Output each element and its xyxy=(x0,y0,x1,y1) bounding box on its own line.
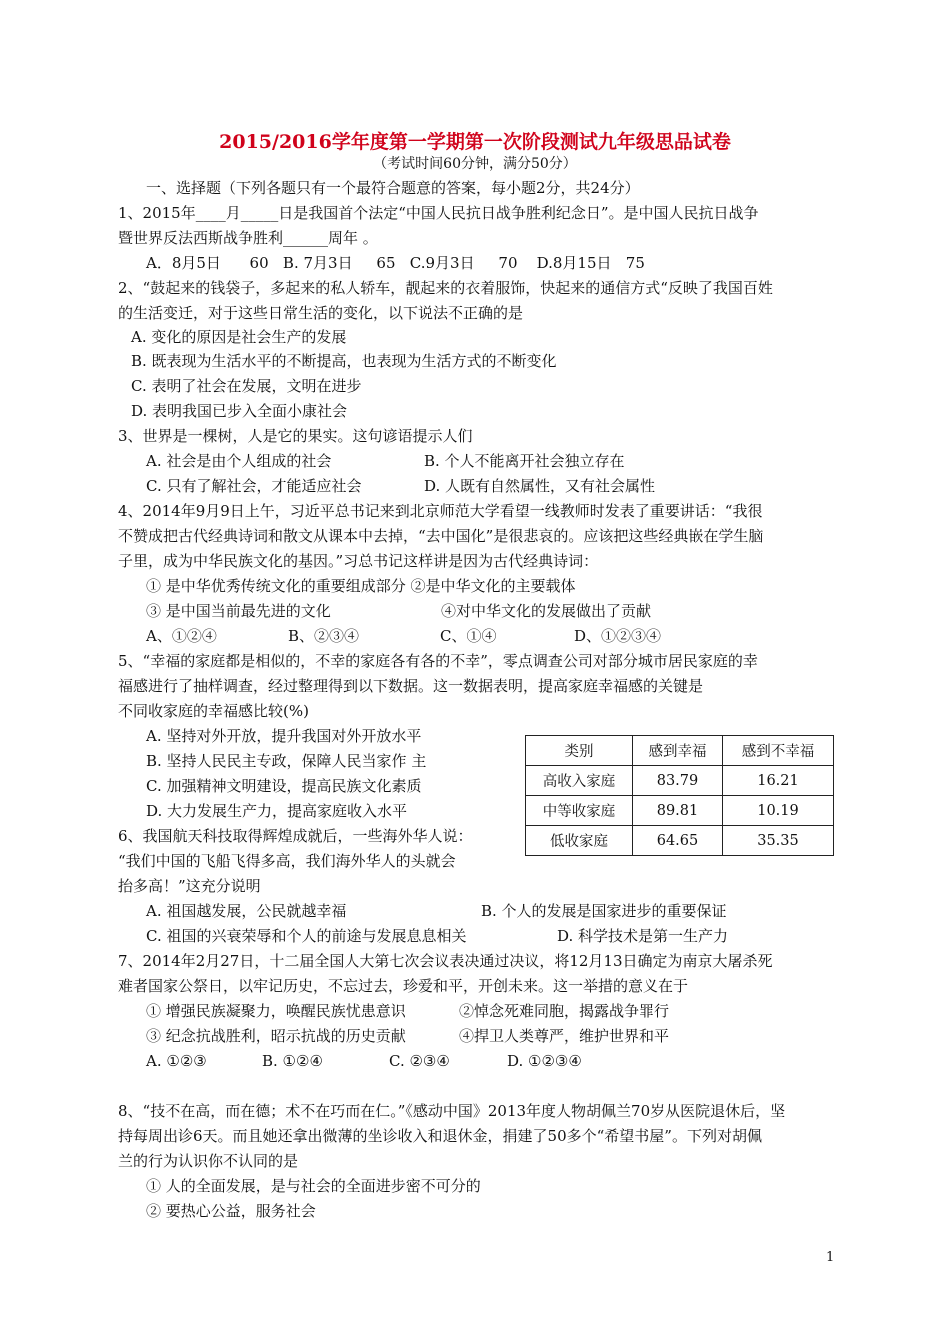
table-cell: 16.21 xyxy=(723,766,834,796)
table-cell: 83.79 xyxy=(633,766,723,796)
q5-option-b: B. 坚持人民民主专政，保障人民当家作 主 xyxy=(146,752,427,770)
q4-line3: 子里，成为中华民族文化的基因。”习总书记这样讲是因为古代经典诗词： xyxy=(118,552,599,570)
q3-option-a: A. 社会是由个人组成的社会 xyxy=(146,452,332,470)
q1-line2: 暨世界反法西斯战争胜利______周年 。 xyxy=(118,229,378,247)
table-header-row xyxy=(526,736,834,766)
q4-statement-3: ③ 是中国当前最先进的文化 xyxy=(146,602,331,620)
table-cell: 低收家庭 xyxy=(526,826,633,856)
q5-option-a: A. 坚持对外开放，提升我国对外开放水平 xyxy=(146,727,422,745)
q6-option-c: C. 祖国的兴衰荣辱和个人的前途与发展息息相关 xyxy=(146,927,467,945)
table-cell: 64.65 xyxy=(633,826,723,856)
q6-line3: 抬多高！”这充分说明 xyxy=(118,877,261,895)
q4-option-d: D、①②③④ xyxy=(574,627,662,645)
table-header: 感到不幸福 xyxy=(723,736,834,766)
table-row xyxy=(526,796,834,826)
q4-statements-1-2: ① 是中华优秀传统文化的重要组成部分 ②是中华文化的主要载体 xyxy=(146,577,576,595)
q5-line2: 福感进行了抽样调查，经过整理得到以下数据。这一数据表明，提高家庭幸福感的关键是 xyxy=(118,677,704,695)
q7-option-c: C. ②③④ xyxy=(389,1052,450,1070)
q7-statement-1: ① 增强民族凝聚力，唤醒民族忧患意识 xyxy=(146,1002,406,1020)
q4-option-c: C、①④ xyxy=(440,627,497,645)
page-number: 1 xyxy=(826,1250,835,1265)
q5-line3: 不同收家庭的幸福感比较(%) xyxy=(118,702,309,720)
q2-line2: 的生活变迁，对于这些日常生活的变化，以下说法不正确的是 xyxy=(118,304,524,322)
q7-option-a: A. ①②③ xyxy=(146,1052,207,1070)
q1-options: A．8月5日 60 B. 7月3日 65 C.9月3日 70 D.8月15日 75 xyxy=(146,254,645,272)
q8-line2: 持每周出诊6天。而且她还拿出微薄的坐诊收入和退休金，捐建了50多个“希望书屋”。下列对胡佩 xyxy=(118,1127,762,1145)
q6-option-d: D. 科学技术是第一生产力 xyxy=(557,927,729,945)
q7-statement-2: ②悼念死难同胞，揭露战争罪行 xyxy=(459,1002,670,1020)
q4-option-b: B、②③④ xyxy=(288,627,360,645)
q5-option-c: C. 加强精神文明建设，提高民族文化素质 xyxy=(146,777,422,795)
table-cell: 89.81 xyxy=(633,796,723,826)
table-cell: 中等收家庭 xyxy=(526,796,633,826)
table-cell: 10.19 xyxy=(723,796,834,826)
table-cell: 高收入家庭 xyxy=(526,766,633,796)
q2-option-a: A. 变化的原因是社会生产的发展 xyxy=(131,328,347,346)
q8-statement-1: ① 人的全面发展，是与社会的全面进步密不可分的 xyxy=(146,1177,481,1195)
q2-option-b: B. 既表现为生活水平的不断提高，也表现为生活方式的不断变化 xyxy=(131,352,557,370)
table-cell: 35.35 xyxy=(723,826,834,856)
q2-line1: 2、“鼓起来的钱袋子，多起来的私人轿车，靓起来的衣着服饰，快起来的通信方式“反映了我国百姓 xyxy=(118,279,773,297)
table-header: 感到幸福 xyxy=(633,736,723,766)
table-row xyxy=(526,826,834,856)
table-row xyxy=(526,766,834,796)
exam-title: 2015/2016学年度第一学期第一次阶段测试九年级思品试卷 xyxy=(219,131,731,153)
q6-line2: “我们中国的飞船飞得多高，我们海外华人的头就会 xyxy=(118,852,456,870)
q6-option-a: A. 祖国越发展，公民就越幸福 xyxy=(146,902,347,920)
q7-option-d: D. ①②③④ xyxy=(507,1052,582,1070)
q8-statement-2: ② 要热心公益，服务社会 xyxy=(146,1202,316,1220)
q2-option-d: D. 表明我国已步入全面小康社会 xyxy=(131,402,348,420)
q7-statement-3: ③ 纪念抗战胜利，昭示抗战的历史贡献 xyxy=(146,1027,406,1045)
q4-statement-4: ④对中华文化的发展做出了贡献 xyxy=(441,602,652,620)
q3-option-b: B. 个人不能离开社会独立存在 xyxy=(424,452,625,470)
q6-option-b: B. 个人的发展是国家进步的重要保证 xyxy=(481,902,727,920)
q7-line1: 7、2014年2月27日，十二届全国人大第七次会议表决通过决议，将12月13日确定为南京大屠杀死 xyxy=(118,952,773,970)
q1-line1: 1、2015年____月_____日是我国首个法定“中国人民抗日战争胜利纪念日”。是中国人民抗日战争 xyxy=(118,204,759,222)
q7-line2: 难者国家公祭日，以牢记历史，不忘过去，珍爱和平，开创未来。这一举措的意义在于 xyxy=(118,977,689,995)
q5-option-d: D. 大力发展生产力，提高家庭收入水平 xyxy=(146,802,408,820)
table-header: 类别 xyxy=(526,736,633,766)
q7-statement-4: ④捍卫人类尊严，维护世界和平 xyxy=(459,1027,670,1045)
q6-line1: 6、我国航天科技取得辉煌成就后，一些海外华人说： xyxy=(118,827,473,845)
exam-subtitle: （考试时间60分钟，满分50分） xyxy=(373,156,577,172)
q8-line1: 8、“技不在高，而在德；术不在巧而在仁。”《感动中国》2013年度人物胡佩兰70岁从医院退休后，坚 xyxy=(118,1102,786,1120)
happiness-table xyxy=(525,735,834,856)
q4-line2: 不赞成把古代经典诗词和散文从课本中去掉，“去中国化”是很悲哀的。应该把这些经典嵌在学生脑 xyxy=(118,527,764,545)
q5-line1: 5、“幸福的家庭都是相似的，不幸的家庭各有各的不幸”，零点调查公司对部分城市居民家庭的幸 xyxy=(118,652,758,670)
q4-option-a: A、①②④ xyxy=(146,627,217,645)
section-heading: 一、选择题（下列各题只有一个最符合题意的答案，每小题2分，共24分） xyxy=(146,179,640,197)
q3-line1: 3、世界是一棵树，人是它的果实。这句谚语提示人们 xyxy=(118,427,473,445)
q3-option-d: D. 人既有自然属性，又有社会属性 xyxy=(424,477,656,495)
q8-line3: 兰的行为认识你不认同的是 xyxy=(118,1152,299,1170)
q3-option-c: C. 只有了解社会，才能适应社会 xyxy=(146,477,362,495)
q4-line1: 4、2014年9月9日上午，习近平总书记来到北京师范大学看望一线教师时发表了重要讲话：“我很 xyxy=(118,502,763,520)
q7-option-b: B. ①②④ xyxy=(262,1052,323,1070)
q2-option-c: C. 表明了社会在发展，文明在进步 xyxy=(131,377,362,395)
